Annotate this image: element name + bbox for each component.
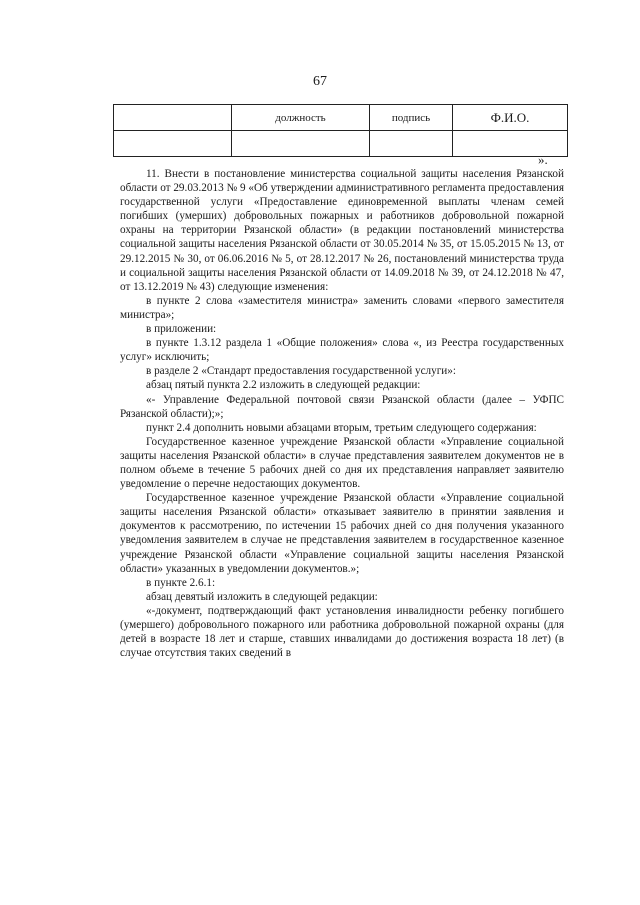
paragraph: «- Управление Федеральной почтовой связи Рязанской области (далее – УФПС Рязанской области);»; [120, 393, 564, 420]
paragraph: пункт 2.4 дополнить новыми абзацами вторым, третьим следующего содержания: [146, 421, 537, 434]
paragraph: 11. Внести в постановление министерства социальной защиты населения Рязанской области от 29.03.2013 № 9 «Об утверждении административного регламента предоставления государственной услуги «Предоставление единовременной выплаты членам семей погибших (умерших) добровольных пожарных и работников добровольной пожарной охраны на территории Рязанской области» (в редакции постановлений министерства социальной защиты населения Рязанской области от 30.05.2014 № 35, от 15.05.2015 № 13, от 29.12.2015 № 30, от 06.06.2016 № 5, от 28.12.2017 № 26, постановлений министерства труда и социальной защиты населения Рязанской области от 14.09.2018 № 39, от 24.12.2018 № 47, от 13.12.2019 № 43) следующие изменения: [120, 168, 564, 293]
paragraph: Государственное казенное учреждение Рязанской области «Управление социальной защиты населения Рязанской области» в случае представления заявителем документов не в полном объеме в течение 5 рабочих дней со дня их представления направляет заявителю уведомление о перечне недостающих документов. [120, 435, 564, 491]
signature-table-blank-row [114, 131, 568, 157]
signature-cell [114, 131, 232, 157]
paragraph: абзац девятый изложить в следующей редакции: [146, 590, 378, 603]
signature-cell [232, 131, 370, 157]
paragraph: в пункте 2.6.1: [146, 576, 216, 589]
signature-cell [370, 131, 453, 157]
signature-table [113, 104, 568, 157]
paragraph: в приложении: [146, 323, 217, 336]
signature-cell-fio: Ф.И.О. [453, 105, 568, 131]
signature-cell-blank [114, 105, 232, 131]
document-body [120, 167, 564, 660]
paragraph: в пункте 1.3.12 раздела 1 «Общие положения» слова «, из Реестра государственных услуг» исключить; [120, 337, 564, 364]
closing-quote: ». [538, 152, 548, 167]
page-number: 67 [313, 74, 327, 89]
paragraph: абзац пятый пункта 2.2 изложить в следующей редакции: [146, 379, 421, 392]
paragraph: в разделе 2 «Стандарт предоставления государственной услуги»: [146, 365, 456, 378]
paragraph: Государственное казенное учреждение Рязанской области «Управление социальной защиты населения Рязанской области» отказывает заявителю в принятии заявления и документов к рассмотрению, по истечении 15 рабочих дней со дня получения указанного уведомления заявителем в случае не представления заявителем в государственное казенное учреждение Рязанской области «Управление социальной защиты населения Рязанской области» указанных в уведомлении документов.»; [120, 492, 564, 575]
paragraph: «-документ, подтверждающий факт установления инвалидности ребенку погибшего (умершего) добровольного пожарного или работника добровольной пожарной охраны (для детей в возрасте 18 лет и старше, ставших инвалидами до достижения возраста 18 лет) (в случае отсутствия таких сведений в [120, 604, 564, 660]
signature-cell-signature: подпись [370, 105, 453, 131]
signature-cell-position: должность [232, 105, 370, 131]
signature-table-header-row [114, 105, 568, 131]
paragraph: в пункте 2 слова «заместителя министра» заменить словами «первого заместителя министра»; [120, 294, 564, 321]
signature-cell [453, 131, 568, 157]
